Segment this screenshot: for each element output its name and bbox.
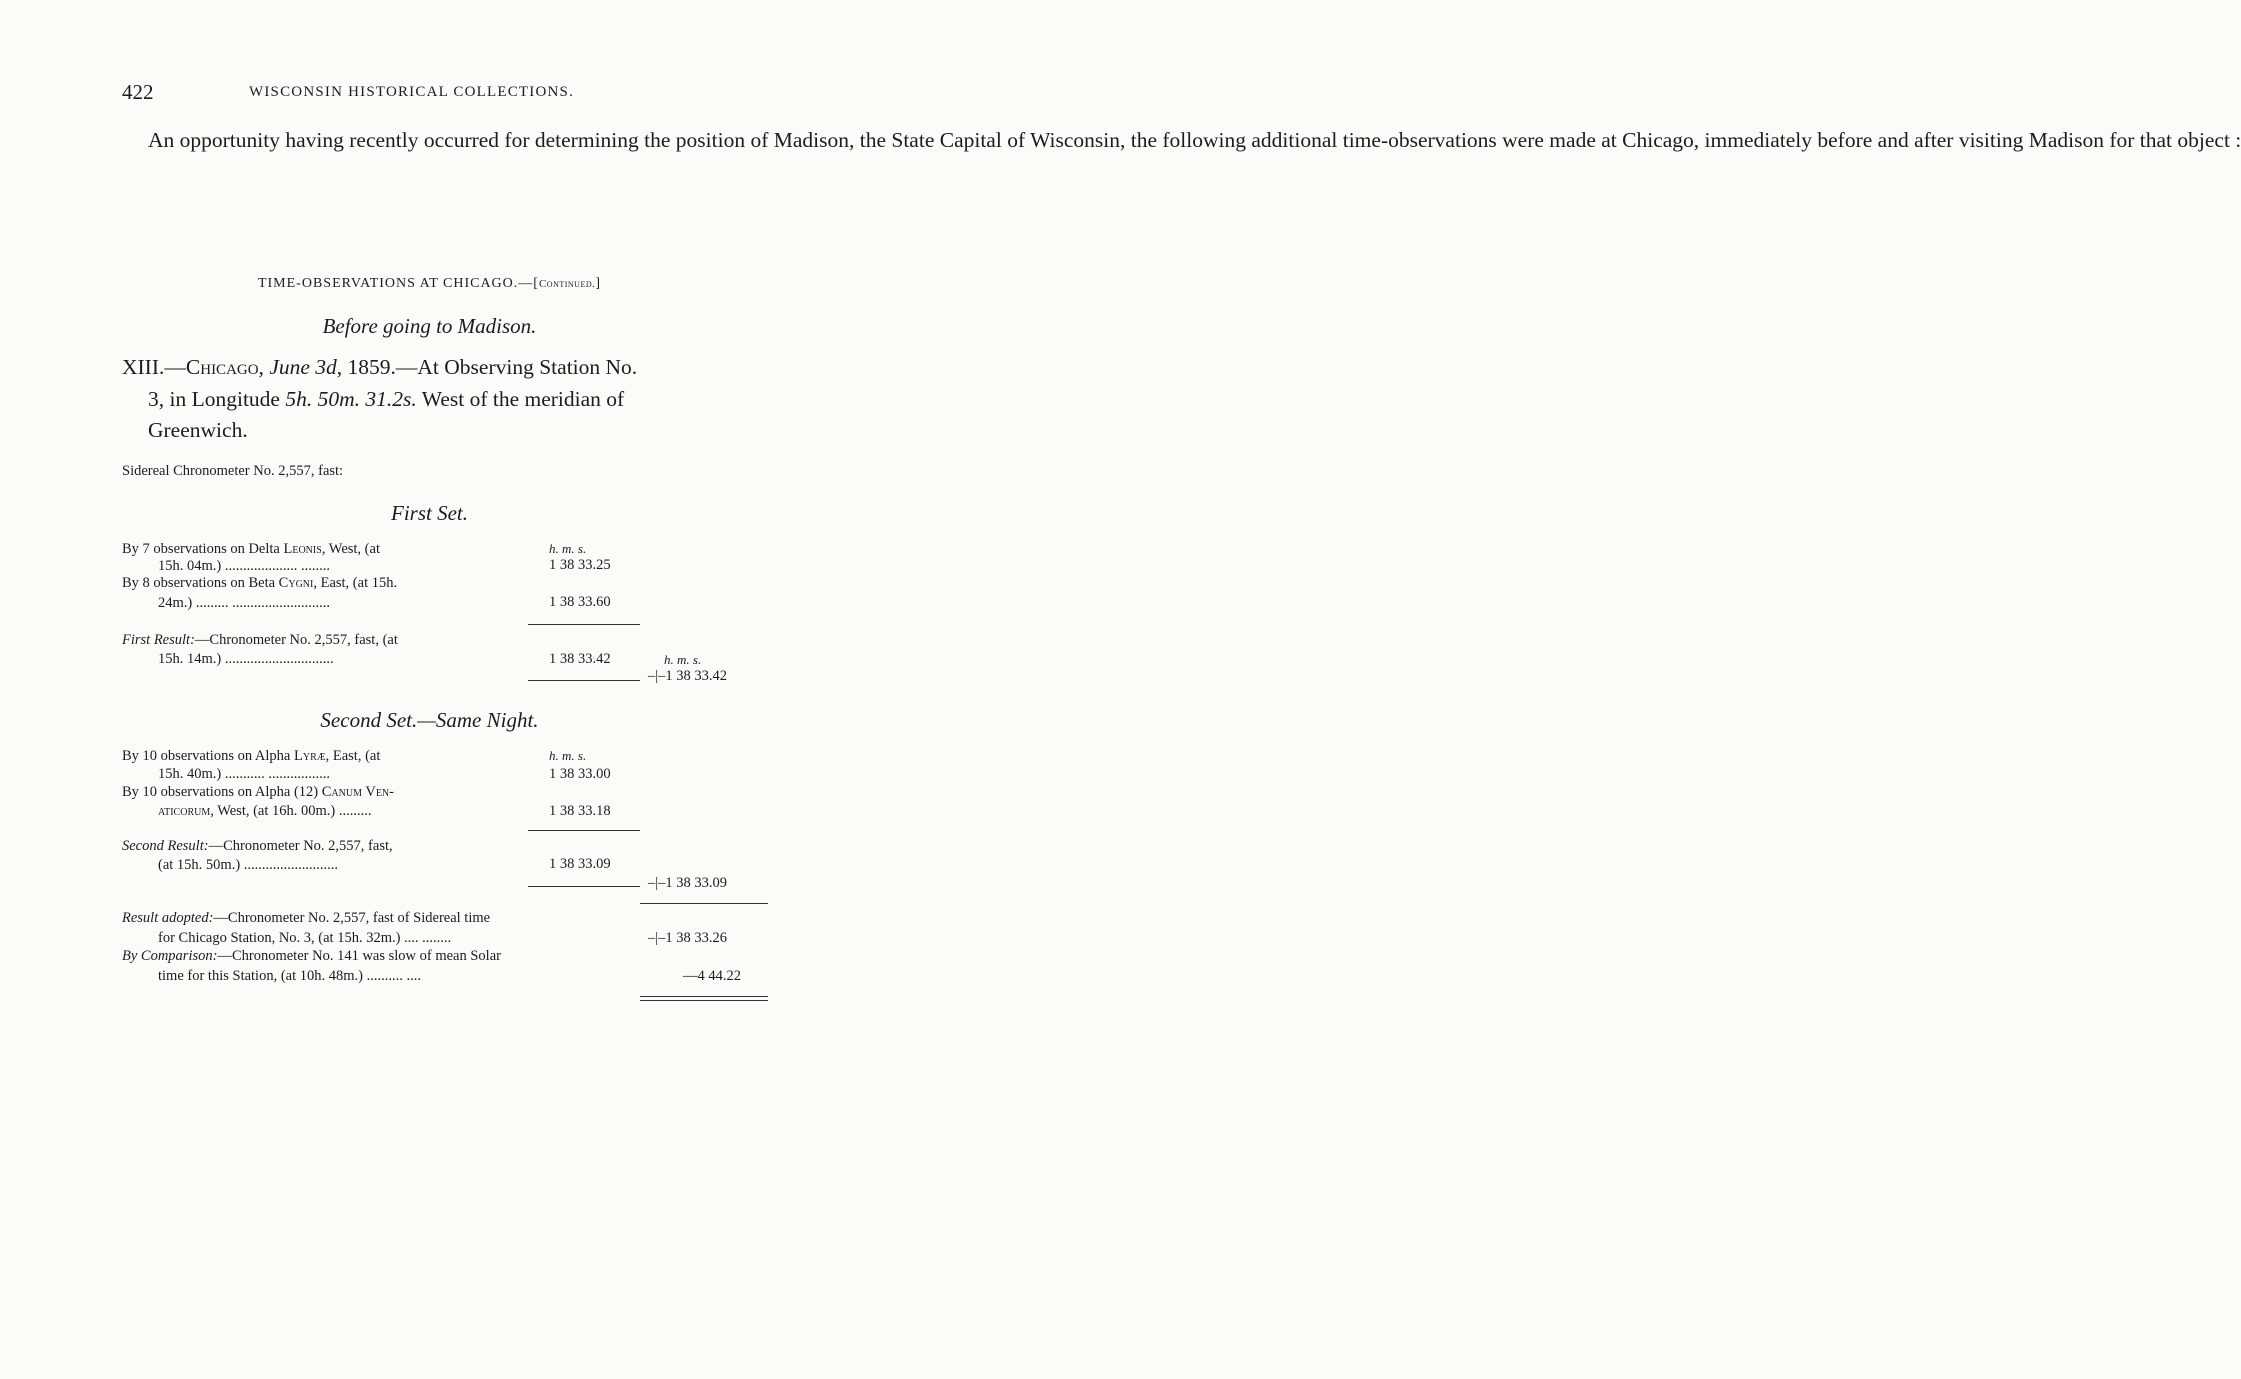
intro-text: An opportunity having recently occurred for determining the position of Madison, the State Capital of Wisconsin, the following additional time-observations were made at Chicago, immediately before and after visiting Madison for that object :	[148, 128, 2241, 152]
first-set-rule	[528, 624, 640, 625]
adopted-label: Result adopted:	[122, 910, 214, 926]
lon-h: 5h.	[285, 386, 313, 411]
comparison-line1	[122, 948, 501, 965]
station-date: June 3d	[269, 355, 337, 379]
first-obs2-line2: 24m.) ......... ...........................	[158, 595, 330, 611]
adopted-value: –|–1 38 33.26	[648, 930, 728, 946]
station-line-3: Greenwich.	[148, 418, 248, 442]
second-obs2-star: Canum Ven-	[321, 784, 394, 800]
second-obs2-line1	[122, 784, 394, 801]
second-obs2-star-cont: aticorum	[158, 803, 211, 819]
final-double-rule	[640, 996, 768, 1001]
first-result-line1	[122, 632, 398, 649]
first-result-text: —Chronometer No. 2,557, fast, (at	[194, 632, 398, 648]
station-line-2	[122, 384, 770, 416]
first-obs1-star: Leonis	[283, 541, 322, 557]
second-obs1-value: 1 38 33.00	[549, 766, 611, 782]
comparison-value: —4 44.22	[683, 968, 741, 984]
adopted-line2: for Chicago Station, No. 3, (at 15h. 32m.) .... ........	[158, 930, 452, 946]
second-obs2-text: , West, (at 16h. 00m.) .........	[210, 803, 372, 819]
first-total-rule	[528, 680, 640, 681]
first-set-units: h. m. s.	[549, 541, 587, 556]
second-result-line2: (at 15h. 50m.) ..........................	[158, 857, 339, 873]
comparison-line2: time for this Station, (at 10h. 48m.) .......... ....	[158, 968, 421, 984]
lon-m: 50m.	[317, 386, 361, 411]
section-heading-main: TIME-OBSERVATIONS AT CHICAGO.—[	[257, 276, 539, 291]
section-heading	[0, 276, 859, 292]
second-obs1-b: , East, (at	[325, 748, 381, 764]
second-result-line1	[122, 838, 393, 855]
first-set-title: First Set.	[391, 501, 468, 525]
subheading: Before going to Madison.	[322, 314, 537, 338]
section-heading-continued: Continued.	[538, 278, 596, 290]
first-result-total: –|–1 38 33.42	[648, 668, 728, 684]
station-place: Chicago,	[185, 355, 264, 379]
second-result-value: 1 38 33.09	[549, 856, 611, 872]
section-heading-close: ]	[595, 276, 602, 291]
first-obs2-star: Cygni	[278, 575, 314, 591]
second-obs2-line2	[158, 803, 372, 820]
adopted-rule	[640, 903, 768, 904]
first-obs1-line1	[122, 541, 380, 558]
station-line-2a: 3, in Longitude	[148, 386, 286, 411]
station-year: , 1859.—At Observing Station No.	[336, 355, 638, 379]
first-obs1-value: 1 38 33.25	[549, 557, 611, 573]
first-obs2-line1	[122, 575, 397, 592]
intro-paragraph	[122, 124, 2241, 157]
station-line-1	[122, 352, 770, 384]
second-obs1-line1	[122, 748, 380, 765]
first-result-label: First Result:	[122, 632, 195, 648]
second-obs1-star: Lyræ	[293, 748, 326, 764]
second-obs2-a: By 10 observations on Alpha (12)	[122, 784, 322, 800]
first-result-value: 1 38 33.42	[549, 651, 611, 667]
first-result-units: h. m. s.	[664, 652, 702, 667]
adopted-text: —Chronometer No. 2,557, fast of Sidereal time	[213, 910, 491, 926]
second-set-units: h. m. s.	[549, 748, 587, 763]
second-result-label: Second Result:	[122, 838, 209, 854]
adopted-line1	[122, 910, 490, 927]
chronometer-line: Sidereal Chronometer No. 2,557, fast:	[122, 463, 344, 479]
first-obs2-b: , East, (at 15h.	[313, 575, 398, 591]
second-set-title: Second Set.—Same Night.	[320, 708, 539, 732]
first-obs2-value: 1 38 33.60	[549, 594, 611, 610]
station-line-2b: West of the meridian of	[416, 386, 625, 411]
comparison-text: —Chronometer No. 141 was slow of mean Solar	[217, 948, 501, 964]
second-obs1-line2: 15h. 40m.) ........... .................	[158, 766, 330, 782]
second-obs2-value: 1 38 33.18	[549, 803, 611, 819]
second-obs1-a: By 10 observations on Alpha	[122, 748, 294, 764]
first-obs1-line2: 15h. 04m.) .................... ........	[158, 558, 330, 574]
second-result-text: —Chronometer No. 2,557, fast,	[208, 838, 393, 854]
first-obs2-a: By 8 observations on Beta	[122, 575, 279, 591]
second-total-rule	[528, 886, 640, 887]
station-numeral: XIII.—	[122, 355, 186, 379]
page-number: 422	[122, 80, 154, 104]
second-set-rule	[528, 830, 640, 831]
lon-s: 31.2s.	[365, 386, 417, 411]
first-obs1-b: , West, (at	[321, 541, 380, 557]
second-result-total: –|–1 38 33.09	[648, 875, 728, 891]
station-block	[122, 352, 770, 447]
first-obs1-a: By 7 observations on Delta	[122, 541, 284, 557]
first-result-line2: 15h. 14m.) ..............................	[158, 651, 334, 667]
running-title: WISCONSIN HISTORICAL COLLECTIONS.	[249, 84, 575, 100]
comparison-label: By Comparison:	[122, 948, 218, 964]
